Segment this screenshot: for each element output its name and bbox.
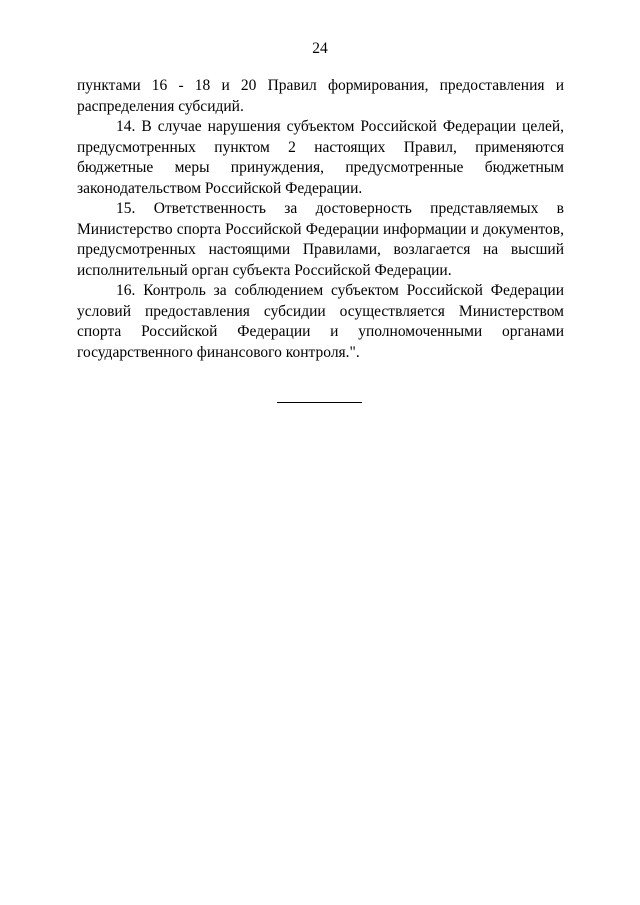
end-separator-line <box>277 402 362 403</box>
paragraph-item-15: 15. Ответственность за достоверность представляемых в Министерство спорта Российской Федерации информации и документов, предусмотренных настоящими Правилами, возлагается на высший исполнительный орган субъекта Российской Федерации. <box>77 200 564 279</box>
paragraph-item-16: 16. Контроль за соблюдением субъектом Российской Федерации условий предоставления субсидии осуществляется Министерством спорта Российской Федерации и уполномоченными органами государственного финансового контроля.". <box>77 282 564 361</box>
page-number: 24 <box>312 40 328 57</box>
paragraph-item-14: 14. В случае нарушения субъектом Российской Федерации целей, предусмотренных пунктом 2 настоящих Правил, применяются бюджетные меры принуждения, предусмотренные бюджетным законодательством Российской Федерации. <box>77 118 564 197</box>
document-body <box>77 76 564 363</box>
paragraph-continuation: пунктами 16 - 18 и 20 Правил формирования, предоставления и распределения субсидий. <box>77 77 564 115</box>
